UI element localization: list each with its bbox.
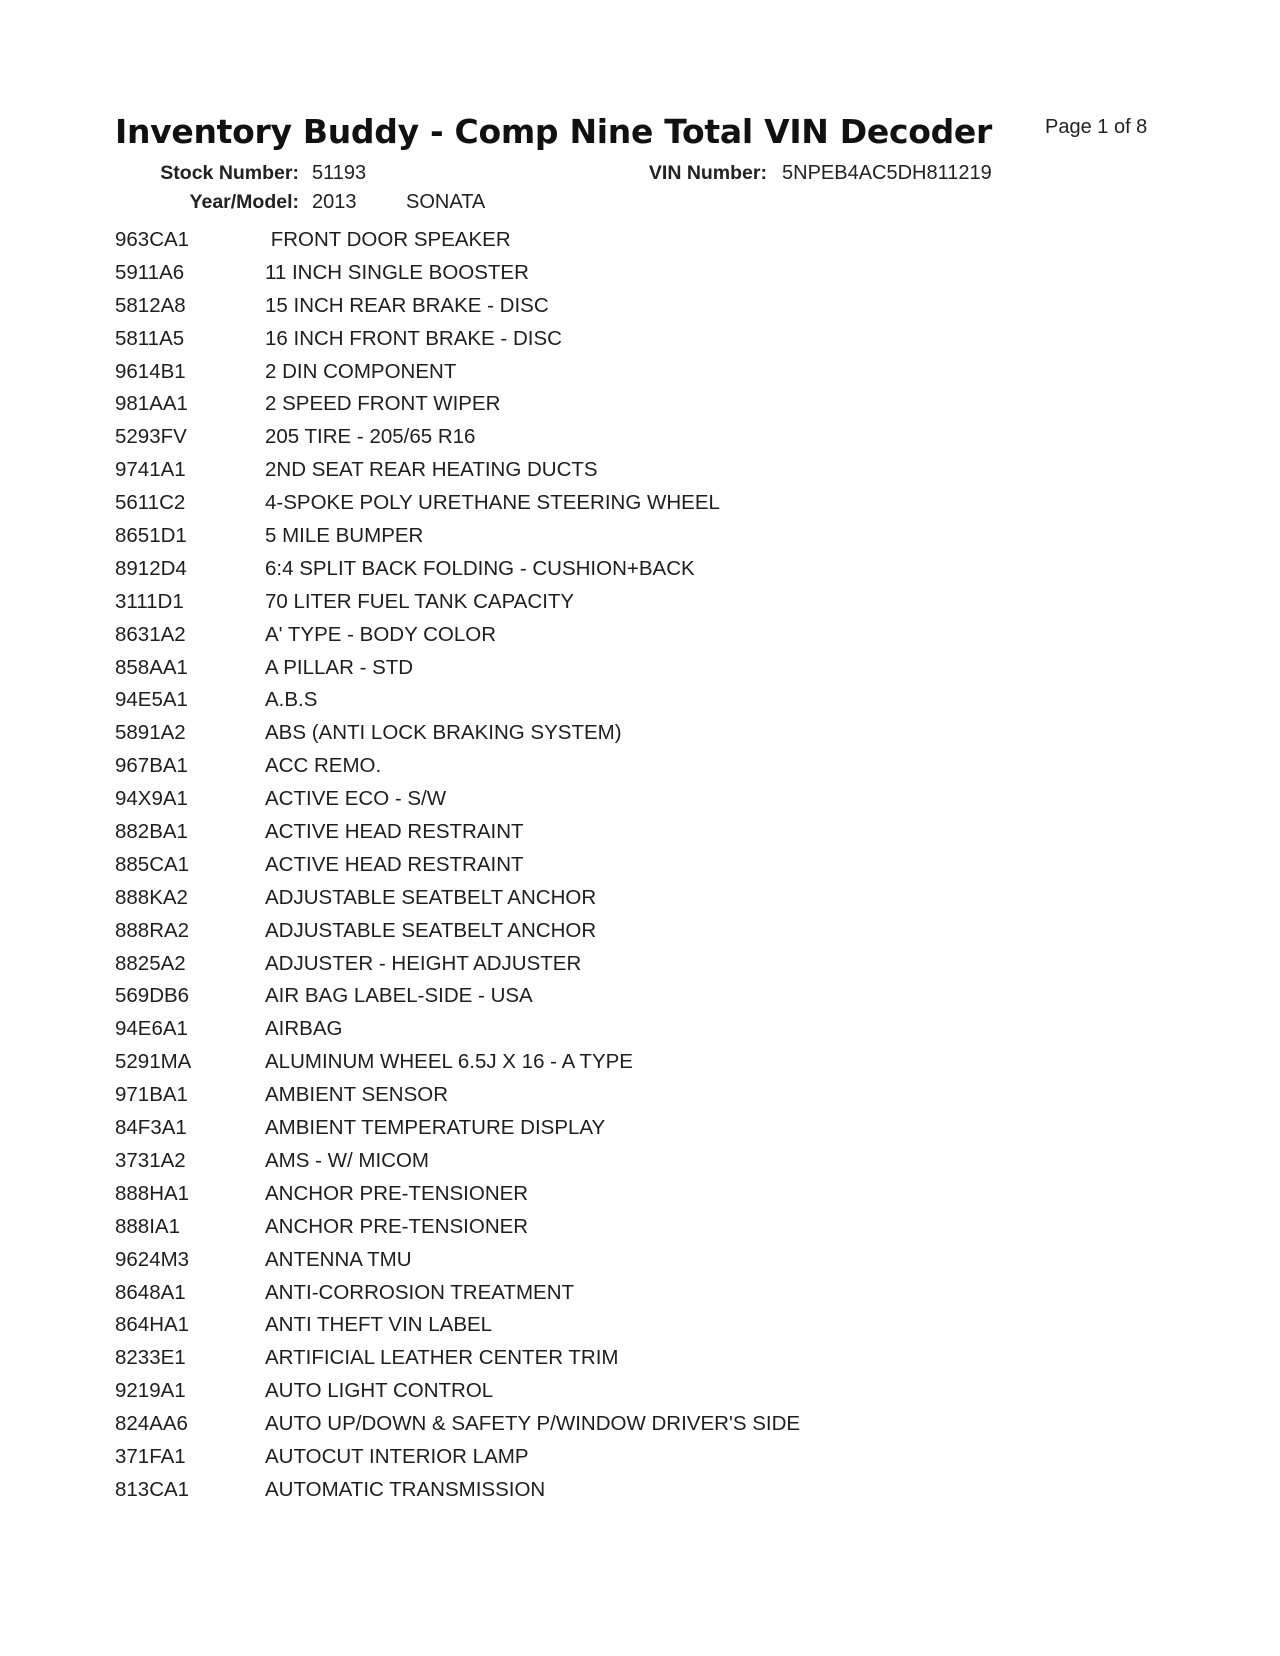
list-item — [115, 1346, 1215, 1379]
list-item — [115, 1050, 1215, 1083]
option-code: 5911A6 — [115, 260, 185, 284]
page-title: Inventory Buddy - Comp Nine Total VIN Decoder — [115, 112, 992, 151]
list-item — [115, 392, 1215, 425]
option-code: 94X9A1 — [115, 787, 188, 811]
list-item — [115, 327, 1215, 360]
option-description: A PILLAR - STD — [265, 655, 414, 679]
option-description: 205 TIRE - 205/65 R16 — [265, 425, 476, 449]
option-description: 11 INCH SINGLE BOOSTER — [265, 260, 529, 284]
option-description: 2ND SEAT REAR HEATING DUCTS — [265, 458, 598, 482]
option-code: 981AA1 — [115, 392, 188, 416]
option-code: 8825A2 — [115, 951, 186, 975]
option-description: ANTI THEFT VIN LABEL — [265, 1313, 493, 1337]
option-description: ANTI-CORROSION TREATMENT — [265, 1280, 575, 1304]
option-description: 2 DIN COMPONENT — [265, 359, 457, 383]
option-code: 963CA1 — [115, 228, 190, 251]
option-code: 967BA1 — [115, 754, 188, 778]
list-item — [115, 656, 1215, 689]
option-code: 813CA1 — [115, 1477, 190, 1501]
option-code: 94E5A1 — [115, 688, 188, 712]
option-description: AUTOCUT INTERIOR LAMP — [265, 1444, 529, 1468]
option-code: 888RA2 — [115, 918, 190, 942]
option-description: 70 LITER FUEL TANK CAPACITY — [265, 589, 575, 613]
option-description: ADJUSTABLE SEATBELT ANCHOR — [265, 918, 597, 942]
option-description: ABS (ANTI LOCK BRAKING SYSTEM) — [265, 721, 622, 745]
list-item — [115, 1149, 1215, 1182]
option-code: 5293FV — [115, 425, 187, 449]
option-list — [115, 228, 1215, 1511]
option-code: 858AA1 — [115, 655, 188, 679]
option-code: 885CA1 — [115, 852, 190, 876]
option-description: AMS - W/ MICOM — [265, 1148, 429, 1172]
option-description: AIRBAG — [265, 1017, 343, 1041]
option-code: 8648A1 — [115, 1280, 186, 1304]
option-description: 15 INCH REAR BRAKE - DISC — [265, 293, 549, 317]
option-description: ACTIVE ECO - S/W — [265, 787, 447, 811]
option-code: 882BA1 — [115, 820, 188, 844]
option-code: 971BA1 — [115, 1083, 188, 1107]
list-item — [115, 1379, 1215, 1412]
list-item — [115, 623, 1215, 656]
option-code: 8912D4 — [115, 556, 187, 580]
option-description: ADJUSTER - HEIGHT ADJUSTER — [265, 951, 582, 975]
year-model-label: Year/Model: — [189, 191, 299, 213]
option-code: 888IA1 — [115, 1214, 180, 1238]
list-item — [115, 590, 1215, 623]
option-code: 8651D1 — [115, 524, 187, 548]
year-value: 2013 — [312, 191, 357, 213]
list-item — [115, 1182, 1215, 1215]
option-code: 3111D1 — [115, 589, 184, 613]
list-item — [115, 853, 1215, 886]
option-description: 2 SPEED FRONT WIPER — [265, 392, 501, 416]
option-code: 371FA1 — [115, 1444, 186, 1468]
option-code: 94E6A1 — [115, 1017, 188, 1041]
option-description: ACTIVE HEAD RESTRAINT — [265, 820, 524, 844]
option-description: ADJUSTABLE SEATBELT ANCHOR — [265, 885, 597, 909]
option-description: ARTIFICIAL LEATHER CENTER TRIM — [265, 1346, 619, 1370]
option-code: 5291MA — [115, 1050, 192, 1074]
stock-number-value: 51193 — [312, 162, 367, 184]
list-item — [115, 425, 1215, 458]
option-description: A' TYPE - BODY COLOR — [265, 622, 496, 646]
option-description: AUTO UP/DOWN & SAFETY P/WINDOW DRIVER'S SIDE — [265, 1412, 801, 1436]
option-code: 864HA1 — [115, 1313, 190, 1337]
page-indicator: Page 1 of 8 — [1045, 116, 1148, 138]
list-item — [115, 1116, 1215, 1149]
option-description: 6:4 SPLIT BACK FOLDING - CUSHION+BACK — [265, 556, 695, 580]
option-code: 569DB6 — [115, 984, 190, 1008]
option-code: 9741A1 — [115, 458, 186, 482]
stock-number-label: Stock Number: — [160, 162, 299, 184]
option-code: 9219A1 — [115, 1379, 186, 1403]
option-code: 5812A8 — [115, 293, 186, 317]
list-item — [115, 1215, 1215, 1248]
option-description: ANTENNA TMU — [265, 1247, 412, 1271]
list-item — [115, 458, 1215, 491]
list-item — [115, 491, 1215, 524]
option-description: AIR BAG LABEL-SIDE - USA — [265, 984, 533, 1008]
option-description: 16 INCH FRONT BRAKE - DISC — [265, 326, 562, 350]
list-item — [115, 886, 1215, 919]
list-item — [115, 1478, 1215, 1511]
list-item — [115, 1017, 1215, 1050]
list-item — [115, 1313, 1215, 1346]
option-description: ACTIVE HEAD RESTRAINT — [265, 852, 524, 876]
option-code: 8233E1 — [115, 1346, 186, 1370]
option-code: 8631A2 — [115, 622, 186, 646]
option-description: ACC REMO. — [265, 754, 382, 778]
list-item — [115, 688, 1215, 721]
option-description: AUTOMATIC TRANSMISSION — [265, 1477, 546, 1501]
list-item — [115, 820, 1215, 853]
vin-number-label: VIN Number: — [648, 162, 767, 184]
option-code: 824AA6 — [115, 1412, 188, 1436]
option-description: ANCHOR PRE-TENSIONER — [265, 1181, 529, 1205]
vin-number-value: 5NPEB4AC5DH811219 — [782, 162, 992, 184]
option-description: AMBIENT TEMPERATURE DISPLAY — [265, 1116, 606, 1140]
option-description: 5 MILE BUMPER — [265, 524, 424, 548]
list-item — [115, 787, 1215, 820]
list-item — [115, 1281, 1215, 1314]
list-item — [115, 294, 1215, 327]
list-item — [115, 952, 1215, 985]
option-code: 9614B1 — [115, 359, 186, 383]
option-code: 5611C2 — [115, 491, 186, 515]
option-code: 888HA1 — [115, 1181, 190, 1205]
option-description: A.B.S — [265, 688, 318, 712]
list-item — [115, 1445, 1215, 1478]
option-code: 5891A2 — [115, 721, 186, 745]
option-code: 3731A2 — [115, 1148, 186, 1172]
option-code: 5811A5 — [115, 326, 185, 350]
option-description: 4-SPOKE POLY URETHANE STEERING WHEEL — [265, 491, 720, 515]
option-description: AMBIENT SENSOR — [265, 1083, 449, 1107]
list-item — [115, 360, 1215, 393]
option-description: AUTO LIGHT CONTROL — [265, 1379, 494, 1403]
option-description: ANCHOR PRE-TENSIONER — [265, 1214, 529, 1238]
list-item — [115, 1412, 1215, 1445]
list-item — [115, 984, 1215, 1017]
option-description: ALUMINUM WHEEL 6.5J X 16 - A TYPE — [265, 1050, 633, 1074]
model-value: SONATA — [406, 191, 486, 213]
option-code: 84F3A1 — [115, 1116, 187, 1140]
option-code: 888KA2 — [115, 885, 188, 909]
list-item — [115, 228, 1215, 261]
list-item — [115, 557, 1215, 590]
list-item — [115, 919, 1215, 952]
list-item — [115, 1083, 1215, 1116]
option-code: 9624M3 — [115, 1247, 190, 1271]
option-description: FRONT DOOR SPEAKER — [265, 228, 511, 251]
list-item — [115, 721, 1215, 754]
list-item — [115, 1248, 1215, 1281]
list-item — [115, 261, 1215, 294]
list-item — [115, 754, 1215, 787]
list-item — [115, 524, 1215, 557]
